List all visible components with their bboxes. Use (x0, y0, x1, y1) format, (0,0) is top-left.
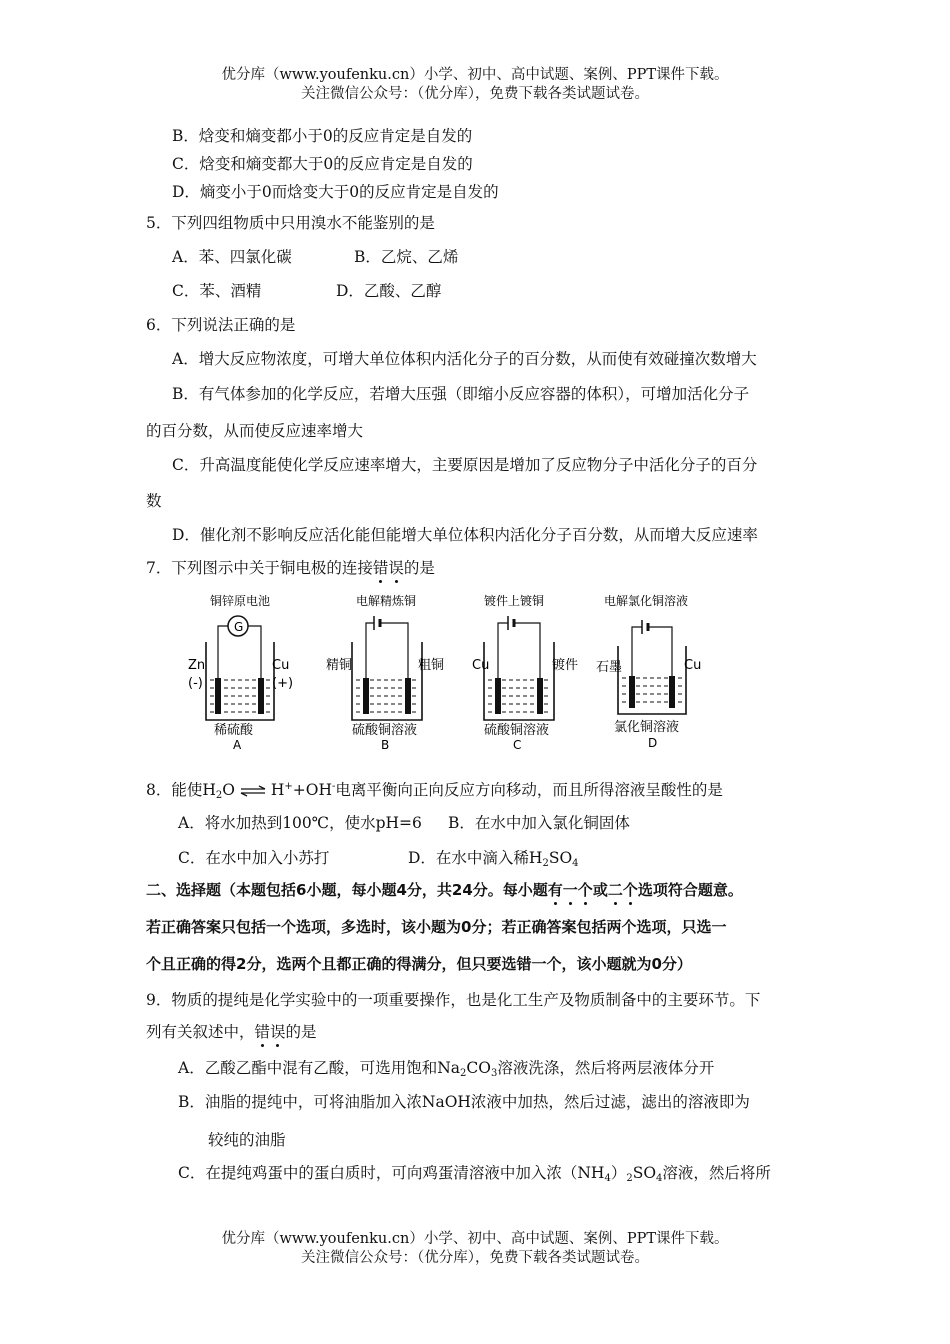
electrode-graphite (629, 676, 635, 708)
cell-d-title: 电解氯化铜溶液 (604, 594, 689, 608)
cell-d-left-label: 石墨 (596, 660, 623, 675)
q9-stem-line2 (146, 1020, 317, 1042)
q9-option-c-so: SO (632, 1164, 657, 1182)
emphasis-char: 一 (562, 881, 578, 899)
electrode-zn (215, 678, 221, 714)
electrode-crude-cu (405, 678, 411, 714)
superscript: + (284, 781, 293, 792)
q5-stem: 5．下列四组物质中只用溴水不能鉴别的是 (146, 214, 435, 232)
cell-a (188, 593, 293, 752)
q7-stem-post: 的是 (403, 559, 435, 577)
section2-heading-line3: 个且正确的得2分，选两个且都正确的得满分，但只要选错一个，该小题就为0分） (146, 955, 692, 973)
cell-c-right-label: 镀件 (552, 658, 579, 673)
cell-d-solution: 氯化铜溶液 (614, 720, 680, 735)
subscript: 2 (542, 858, 549, 869)
electrode-cu (669, 676, 675, 708)
cell-b-left-label: 精铜 (326, 658, 353, 673)
q7-stem (146, 556, 435, 578)
cell-a-right-label: Cu (272, 658, 290, 673)
q9-stem2-post: 的是 (285, 1023, 317, 1041)
electrode-figure (186, 592, 706, 752)
q9-stem2-pre: 列有关叙述中， (146, 1023, 255, 1041)
electrode-workpiece (537, 678, 543, 714)
q9-option-a-co: CO (466, 1059, 491, 1077)
q9-option-b-line2: 较纯的油脂 (208, 1131, 286, 1149)
emphasis-char: 个 (622, 881, 638, 899)
q5-option-d: D．乙酸、乙醇 (336, 282, 442, 300)
q4-option-c: C．焓变和熵变都大于0的反应肯定是自发的 (172, 155, 473, 173)
q9-option-c-mid: ） (610, 1164, 627, 1182)
section2-l1-mid: 或 (592, 881, 608, 899)
page-header (0, 66, 950, 104)
q8-option-d-pre: D．在水中滴入稀H (408, 849, 543, 867)
section2-l1-post: 选项符合题意。 (637, 881, 743, 899)
subscript: 3 (490, 1068, 498, 1079)
footer-line-2: 关注微信公众号：（优分库），免费下载各类试题试卷。 (301, 1250, 649, 1266)
subscript: 4 (604, 1173, 611, 1184)
q8-option-d-so: SO (548, 849, 573, 867)
q8-stem (146, 778, 723, 801)
q9-option-b-line1: B．油脂的提纯中，可将油脂加入浓NaOH浓液中加热，然后过滤，滤出的溶液即为 (178, 1093, 750, 1111)
electrode-cu (495, 678, 501, 714)
section2-heading-line1 (146, 879, 743, 900)
cell-b-title: 电解精炼铜 (356, 594, 417, 608)
cell-a-right-sign: (+) (272, 676, 294, 691)
subscript: 2 (460, 1068, 467, 1079)
cell-a-solution: 稀硫酸 (214, 723, 254, 738)
cell-d-right-label: Cu (684, 658, 702, 673)
cell-c-solution: 硫酸铜溶液 (484, 723, 550, 738)
cell-c-left-label: Cu (472, 658, 490, 673)
q4-option-d: D．熵变小于0而焓变大于0的反应肯定是自发的 (172, 183, 499, 201)
cell-c-title: 镀件上镀铜 (484, 594, 545, 608)
subscript: 2 (626, 1173, 633, 1184)
q8-option-b: B．在水中加入氯化铜固体 (448, 814, 630, 832)
q6-option-c-line2: 数 (146, 492, 162, 510)
cell-d (596, 593, 701, 750)
emphasis-char: 误 (270, 1020, 286, 1042)
emphasis-char: 二 (607, 881, 623, 899)
subscript: 4 (656, 1173, 663, 1184)
cell-a-left-sign: (-) (188, 676, 203, 691)
q8-stem-pre: 8．能使H (146, 781, 216, 799)
q9-option-c-post: 溶液，然后将所 (662, 1164, 771, 1182)
footer-line-1: 优分库（www.youfenku.cn）小学、初中、高中试题、案例、PPT课件下载。 (221, 1231, 729, 1247)
section2-l1-pre: 二、选择题（本题包括6小题，每小题4分，共24分。每小题 (146, 881, 548, 899)
q9-option-c-pre: C．在提纯鸡蛋中的蛋白质时，可向鸡蛋清溶液中加入浓（NH (178, 1164, 605, 1182)
cell-c (472, 593, 578, 752)
q9-option-a-pre: A．乙酸乙酯中混有乙酸，可选用饱和Na (178, 1059, 460, 1077)
emphasis-char: 错 (373, 556, 389, 578)
q5-option-a: A．苯、四氯化碳 (172, 248, 292, 266)
subscript: 2 (215, 790, 223, 801)
cell-a-letter: A (233, 738, 242, 752)
cell-b-right-label: 粗铜 (418, 658, 445, 673)
q6-stem: 6．下列说法正确的是 (146, 316, 296, 334)
cell-b (326, 593, 444, 752)
q9-option-a (178, 1056, 714, 1079)
cell-b-letter: B (381, 738, 390, 752)
q8-o: O (222, 781, 235, 799)
q8-stem-post: 电离平衡向正向反应方向移动，而且所得溶液呈酸性的是 (335, 781, 723, 799)
q6-option-c-line1: C．升高温度能使化学反应速率增大，主要原因是增加了反应物分子中活化分子的百分 (172, 456, 758, 474)
q9-option-c (178, 1161, 771, 1184)
section2-heading-line2: 若正确答案只包括一个选项，多选时，该小题为0分；若正确答案包括两个选项，只选一 (146, 918, 727, 936)
q4-option-b: B．焓变和熵变都小于0的反应肯定是自发的 (172, 127, 473, 145)
subscript: 4 (572, 858, 579, 869)
q8-option-c: C．在水中加入小苏打 (178, 849, 330, 867)
cell-a-left-label: Zn (188, 658, 206, 673)
q6-option-d: D．催化剂不影响反应活化能但能增大单位体积内活化分子百分数，从而增大反应速率 (172, 526, 758, 544)
cell-a-title: 铜锌原电池 (210, 594, 271, 608)
cell-a-meter: G (234, 620, 244, 634)
cell-d-letter: D (648, 736, 658, 750)
emphasis-char: 错 (255, 1020, 271, 1042)
electrode-pure-cu (363, 678, 369, 714)
emphasis-char: 有 (547, 881, 563, 899)
q6-option-b-line1: B．有气体参加的化学反应，若增大压强（即缩小反应容器的体积），可增加活化分子 (172, 385, 750, 403)
equilibrium-arrow-icon (240, 785, 266, 797)
q5-option-b: B．乙烷、乙烯 (354, 248, 459, 266)
q7-stem-pre: 7．下列图示中关于铜电极的连接 (146, 559, 373, 577)
cell-b-solution: 硫酸铜溶液 (352, 723, 418, 738)
page-footer (0, 1230, 950, 1268)
superscript: - (332, 781, 336, 792)
emphasis-char: 个 (577, 881, 593, 899)
q9-option-a-post: 溶液洗涤，然后将两层液体分开 (497, 1059, 715, 1077)
emphasis-char: 误 (388, 556, 404, 578)
q6-option-a: A．增大反应物浓度，可增大单位体积内活化分子的百分数，从而使有效碰撞次数增大 (172, 350, 757, 368)
q9-stem-line1: 9．物质的提纯是化学实验中的一项重要操作，也是化工生产及物质制备中的主要环节。下 (146, 991, 761, 1009)
header-line-1: 优分库（www.youfenku.cn）小学、初中、高中试题、案例、PPT课件下载。 (221, 67, 729, 83)
q8-h: H (270, 781, 285, 799)
q8-option-d (408, 846, 579, 869)
q6-option-b-line2: 的百分数，从而使反应速率增大 (146, 422, 364, 440)
header-line-2: 关注微信公众号：（优分库），免费下载各类试题试卷。 (301, 86, 649, 102)
electrode-cu (258, 678, 264, 714)
q8-oh: +OH (292, 781, 332, 799)
q5-option-c: C．苯、酒精 (172, 282, 262, 300)
cell-c-letter: C (513, 738, 522, 752)
q8-option-a: A．将水加热到100℃，使水pH=6 (178, 814, 422, 832)
